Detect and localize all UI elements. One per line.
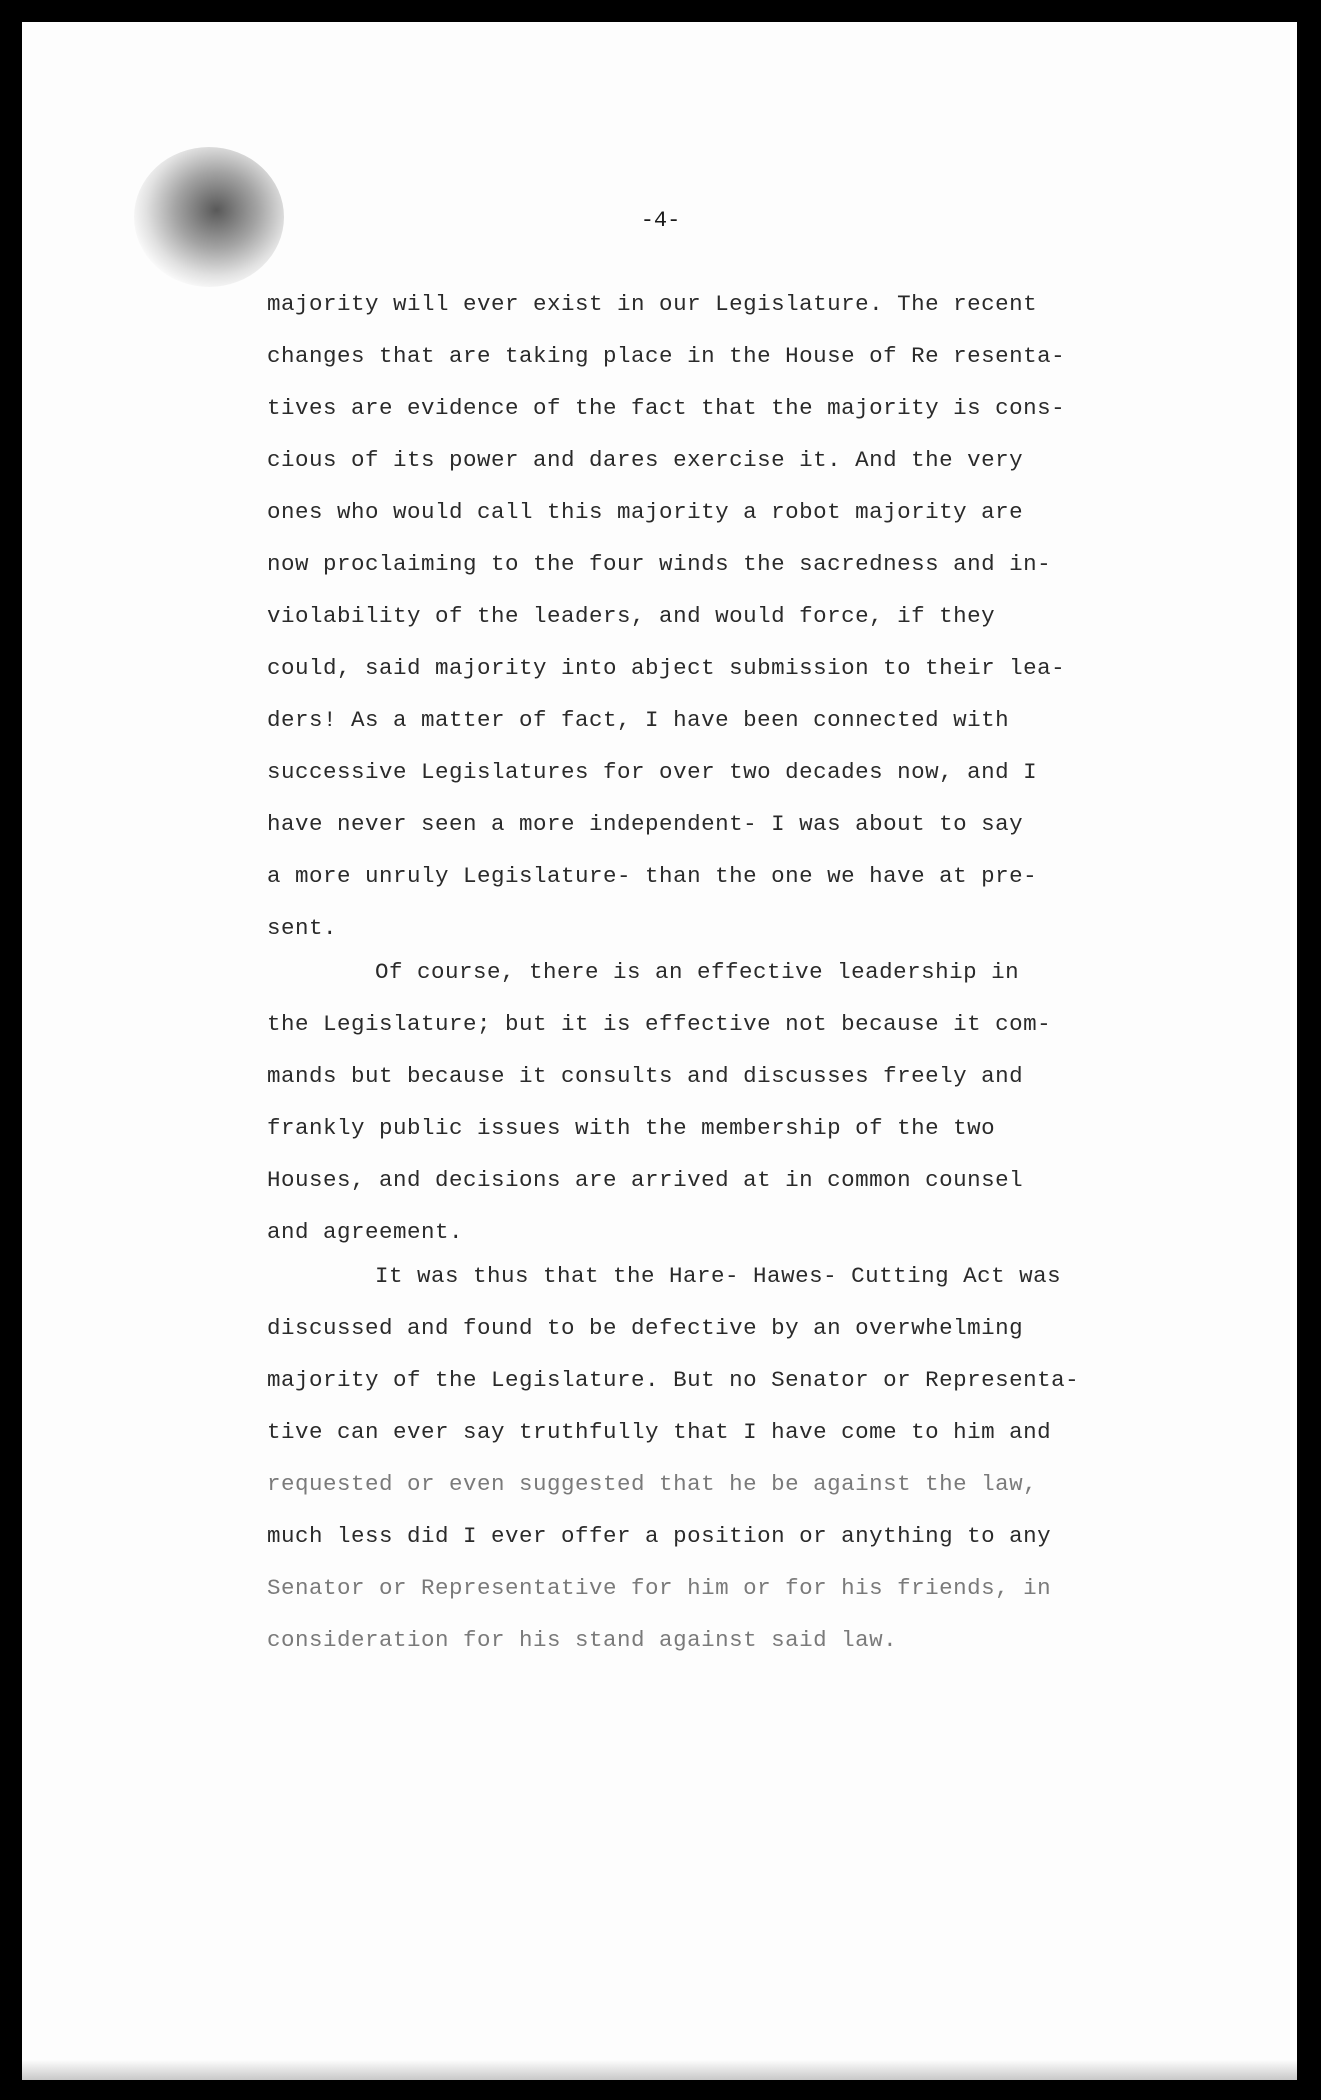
text-line: cious of its power and dares exercise it. And the very — [267, 447, 1024, 473]
page-number: -4- — [640, 208, 681, 233]
text-line: Houses, and decisions are arrived at in common counsel — [267, 1167, 1024, 1193]
text-line: the Legislature; but it is effective not because it com- — [267, 1011, 1052, 1037]
text-line: It was thus that the Hare- Hawes- Cutting Act was — [375, 1263, 1062, 1289]
text-line: tives are evidence of the fact that the majority is cons- — [267, 395, 1066, 421]
paragraph-2 — [267, 946, 1157, 1258]
text-line: requested or even suggested that he be against the law, — [267, 1471, 1038, 1497]
document-body — [267, 278, 1157, 1666]
page-bottom-edge — [22, 2060, 1297, 2080]
text-line: sent. — [267, 915, 338, 941]
text-line: discussed and found to be defective by an overwhelming — [267, 1315, 1024, 1341]
text-line: mands but because it consults and discusses freely and — [267, 1063, 1024, 1089]
text-line: tive can ever say truthfully that I have come to him and — [267, 1419, 1052, 1445]
text-line: have never seen a more independent- I was about to say — [267, 811, 1024, 837]
paragraph-3 — [267, 1250, 1157, 1666]
text-line: could, said majority into abject submission to their lea- — [267, 655, 1066, 681]
text-line: Senator or Representative for him or for his friends, in — [267, 1575, 1052, 1601]
text-line: and agreement. — [267, 1219, 464, 1245]
text-line: consideration for his stand against said law. — [267, 1627, 898, 1653]
text-line: Of course, there is an effective leadership in — [375, 959, 1020, 985]
text-line: majority will ever exist in our Legislature. The recent — [267, 291, 1038, 317]
text-line: a more unruly Legislature- than the one we have at pre- — [267, 863, 1038, 889]
paragraph-1 — [267, 278, 1157, 954]
text-line: ones who would call this majority a robot majority are — [267, 499, 1024, 525]
text-line: much less did I ever offer a position or anything to any — [267, 1523, 1052, 1549]
text-line: ders! As a matter of fact, I have been connected with — [267, 707, 1010, 733]
text-line: changes that are taking place in the House of Re resenta- — [267, 343, 1066, 369]
text-line: now proclaiming to the four winds the sacredness and in- — [267, 551, 1052, 577]
text-line: violability of the leaders, and would force, if they — [267, 603, 996, 629]
text-line: majority of the Legislature. But no Senator or Representa- — [267, 1367, 1080, 1393]
text-line: successive Legislatures for over two decades now, and I — [267, 759, 1038, 785]
text-line: frankly public issues with the membership of the two — [267, 1115, 996, 1141]
